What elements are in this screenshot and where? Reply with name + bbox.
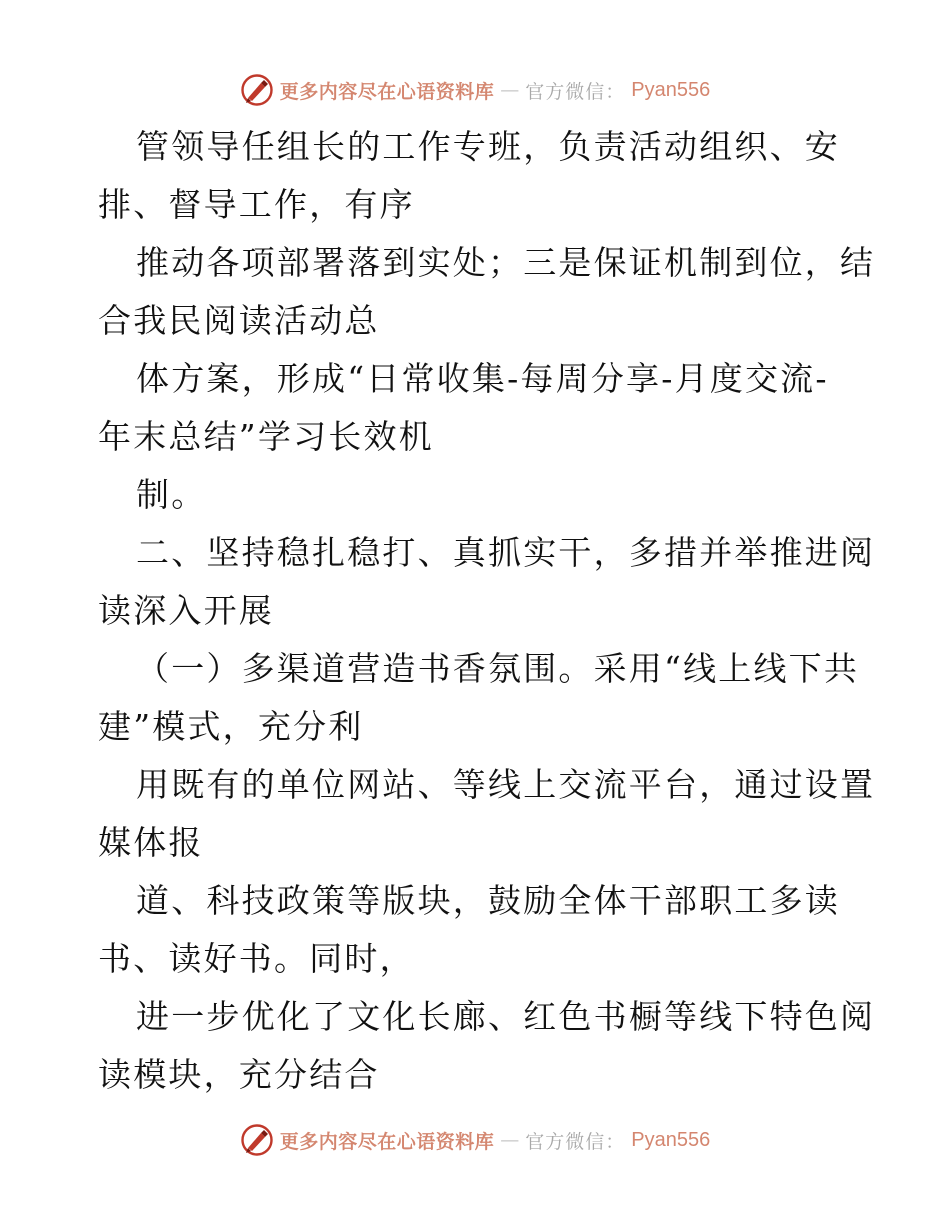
footer-watermark — [0, 1120, 950, 1160]
text-line: 体方案，形成“日常收集-每周分享-月度交流- — [136, 359, 829, 398]
text-line: 用既有的单位网站、等线上交流平台，通过设置 — [136, 765, 876, 804]
watermark-official-label: 官方微信： — [525, 1130, 626, 1153]
text-line: 排、督导工作，有序 — [98, 185, 415, 224]
text-line: 管领导任组长的工作专班，负责活动组织、安 — [136, 127, 840, 166]
text-line: 年末总结”学习长效机 — [98, 417, 434, 456]
watermark-separator: — — [500, 79, 520, 101]
watermark-wechat-id: Pyan556 — [631, 78, 711, 101]
red-pen-logo-icon — [240, 1123, 274, 1157]
document-body — [98, 118, 876, 1104]
text-line: 媒体报 — [98, 823, 204, 862]
watermark-site-text: 更多内容尽在心语资料库 — [279, 80, 495, 103]
watermark-wechat-id: Pyan556 — [631, 1128, 711, 1151]
text-line: （一）多渠道营造书香氛围。采用“线上线下共 — [136, 649, 860, 688]
text-line: 推动各项部署落到实处；三是保证机制到位，结 — [136, 243, 876, 282]
text-line: 制。 — [136, 475, 207, 514]
text-line: 合我民阅读活动总 — [98, 301, 380, 340]
watermark-official-label: 官方微信： — [525, 80, 626, 103]
header-watermark — [0, 70, 950, 110]
red-pen-logo-icon — [240, 73, 274, 107]
text-line: 书、读好书。同时， — [98, 939, 415, 978]
text-line: 建”模式，充分利 — [98, 707, 364, 746]
text-line: 进一步优化了文化长廊、红色书橱等线下特色阅 — [136, 997, 876, 1036]
watermark-site-text: 更多内容尽在心语资料库 — [279, 1130, 495, 1153]
text-line: 二、坚持稳扎稳打、真抓实干，多措并举推进阅 — [136, 533, 876, 572]
text-line: 道、科技政策等版块，鼓励全体干部职工多读 — [136, 881, 840, 920]
text-line: 读模块，充分结合 — [98, 1055, 380, 1094]
text-line: 读深入开展 — [98, 591, 274, 630]
watermark-separator: — — [500, 1129, 520, 1151]
